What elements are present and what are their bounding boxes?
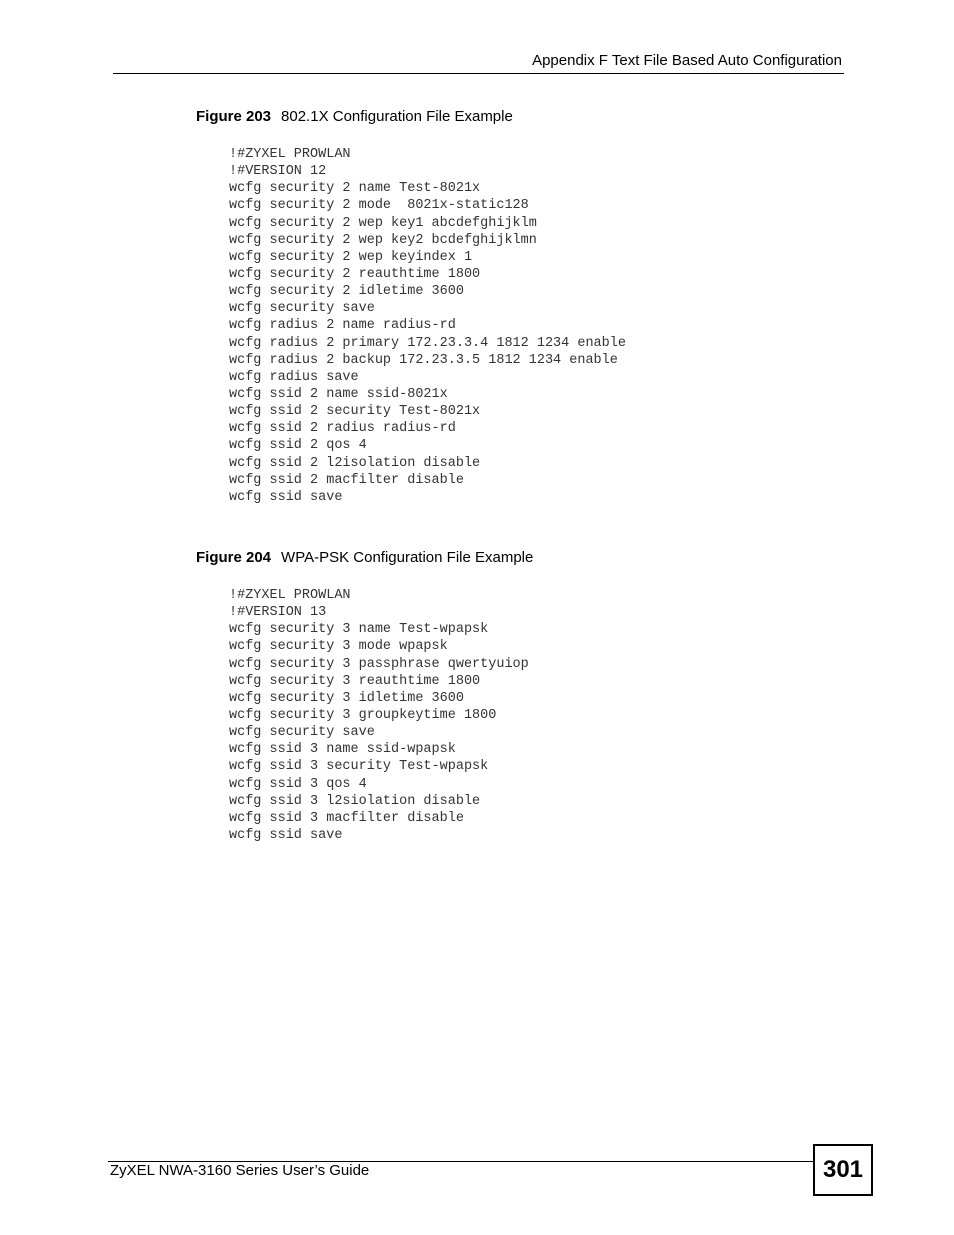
code-line: wcfg ssid 2 qos 4 (229, 438, 367, 454)
code-line: wcfg security 2 reauthtime 1800 (229, 266, 481, 282)
code-line: !#VERSION 13 (229, 605, 327, 621)
figure-204-code-block (229, 587, 529, 844)
code-line: wcfg security 2 wep key2 bcdefghijklmn (229, 232, 537, 248)
code-line: wcfg ssid 2 l2isolation disable (229, 455, 481, 471)
code-line: wcfg security 2 mode 8021x-static128 (229, 198, 529, 214)
code-line: wcfg ssid 2 radius radius-rd (229, 421, 456, 437)
code-line: wcfg ssid 2 security Test-8021x (229, 404, 481, 420)
code-line: wcfg ssid 3 macfilter disable (229, 810, 464, 826)
code-line: wcfg ssid save (229, 827, 343, 843)
code-line: wcfg security 3 groupkeytime 1800 (229, 707, 497, 723)
code-line: wcfg ssid 2 macfilter disable (229, 472, 464, 488)
code-line: wcfg ssid 3 l2siolation disable (229, 793, 481, 809)
footer-guide-title: ZyXEL NWA-3160 Series User’s Guide (110, 1162, 370, 1179)
code-line: !#ZYXEL PROWLAN (229, 147, 351, 162)
code-line: wcfg security 3 name Test-wpapsk (229, 622, 489, 638)
figure-204-title: WPA-PSK Configuration File Example (281, 549, 534, 566)
code-line: wcfg security 3 idletime 3600 (229, 690, 464, 706)
code-line: wcfg security 3 reauthtime 1800 (229, 673, 481, 689)
code-line: wcfg ssid 2 name ssid-8021x (229, 386, 448, 402)
code-line: wcfg security 3 passphrase qwertyuiop (229, 656, 529, 672)
code-line: wcfg security 3 mode wpapsk (229, 639, 448, 655)
header-divider (113, 73, 844, 74)
header-title: Appendix F Text File Based Auto Configuration (532, 52, 842, 69)
figure-203-caption (196, 107, 513, 127)
figure-203-label: Figure 203 (196, 108, 272, 125)
code-line: !#ZYXEL PROWLAN (229, 588, 351, 603)
code-line: wcfg security save (229, 301, 375, 317)
code-line: wcfg radius 2 name radius-rd (229, 318, 456, 334)
code-line: wcfg ssid 3 qos 4 (229, 776, 367, 792)
code-line: wcfg security save (229, 725, 375, 741)
code-line: wcfg radius 2 backup 172.23.3.5 1812 1234 enable (229, 352, 618, 368)
page-number: 301 (822, 1156, 864, 1183)
code-line: wcfg security 2 wep keyindex 1 (229, 249, 473, 265)
figure-203-title: 802.1X Configuration File Example (281, 108, 513, 125)
code-line: wcfg radius save (229, 369, 359, 385)
code-line: wcfg security 2 idletime 3600 (229, 284, 464, 300)
page-number-box (813, 1144, 873, 1196)
figure-204-caption (196, 548, 533, 568)
code-line: wcfg security 2 name Test-8021x (229, 181, 481, 197)
code-line: wcfg security 2 wep key1 abcdefghijklm (229, 215, 537, 231)
code-line: wcfg ssid 3 security Test-wpapsk (229, 759, 489, 775)
code-line: wcfg radius 2 primary 172.23.3.4 1812 1234 enable (229, 335, 626, 351)
code-line: wcfg ssid 3 name ssid-wpapsk (229, 742, 456, 758)
code-line: wcfg ssid save (229, 489, 343, 505)
figure-204-label: Figure 204 (196, 549, 272, 566)
figure-203-code-block (229, 146, 626, 506)
code-line: !#VERSION 12 (229, 164, 327, 180)
